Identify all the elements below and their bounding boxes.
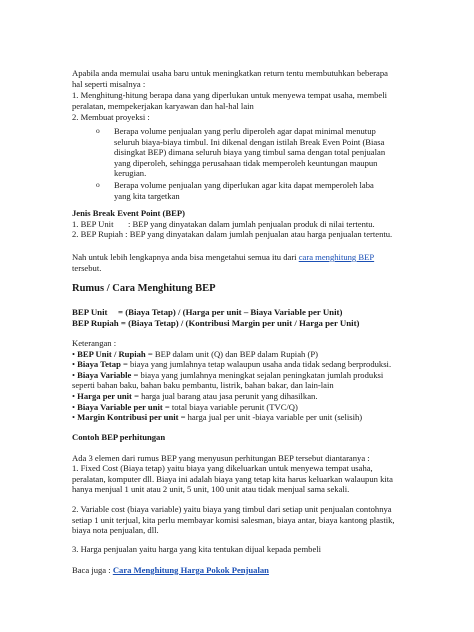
keterangan-term: Biaya Variable per unit xyxy=(77,401,163,412)
keterangan-item: • Harga per unit = harga jual barang atau jasa perunit yang dihasilkan. xyxy=(72,390,318,401)
bep-unit-formula xyxy=(72,307,452,318)
keterangan-term: Biaya Tetap xyxy=(77,359,121,370)
contoh-variable-cost xyxy=(72,504,452,536)
keterangan-def: = BEP dalam unit (Q) dan BEP dalam Rupiah (P) xyxy=(145,348,318,359)
keterangan-term: Margin Kontribusi per unit xyxy=(77,412,179,423)
sub-bullet-2-line: yang kita targetkan xyxy=(114,190,180,201)
baca-juga-prefix: Baca juga : xyxy=(72,565,113,575)
intro-line-1: Apabila anda memulai usaha baru untuk meningkatkan return tentu membutuhkan beberapa xyxy=(72,68,388,78)
baca-juga xyxy=(72,565,452,576)
sub-bullet-1-line: disingkat BEP) dimana seluruh biaya yang timbul sama dengan total penjualan xyxy=(114,147,386,158)
rumus-formulas xyxy=(72,307,452,329)
contoh-heading: Contoh BEP perhitungan xyxy=(72,432,166,442)
keterangan-item: • Biaya Variable per unit = total biaya variable perunit (TVC/Q) xyxy=(72,401,298,412)
keterangan-item: • Biaya Variable = biaya yang jumlahnya meningkat sejalan peningkatan jumlah produksi xyxy=(72,369,384,380)
jenis-item-rupiah xyxy=(72,229,452,240)
bullet-marker: o xyxy=(96,126,100,135)
intro-paragraph xyxy=(72,68,452,89)
list-item-1 xyxy=(72,90,452,111)
sub-bullet-1-line: Berapa volume penjualan yang perlu diperoleh agar dapat minimal menutup xyxy=(114,126,376,136)
cara-menghitung-bep-link[interactable]: cara menghitung BEP xyxy=(298,252,375,262)
bep-unit-expression: = (Biaya Tetap) / (Harga per unit – Biaya Variable per Unit) xyxy=(118,307,343,317)
jenis-rupiah-label: 2. BEP Rupiah xyxy=(72,229,124,240)
keterangan-item: • Margin Kontribusi per unit = harga jual per unit -biaya variable per unit (selisih) xyxy=(72,412,363,423)
contoh-harga-penjualan: 3. Harga penjualan yaitu harga yang kita tentukan dijual kepada pembeli xyxy=(72,544,322,554)
jenis-unit-label: 1. BEP Unit xyxy=(72,218,114,229)
variable-cost-line: setiap 1 unit terjual, kita perlu membayar komisi salesman, biaya antar, biaya kantong plastik, xyxy=(72,514,395,525)
bullet-marker: o xyxy=(96,180,100,189)
keterangan-heading: Keterangan : xyxy=(72,338,117,348)
link-paragraph-after: tersebut. xyxy=(72,262,102,273)
jenis-section xyxy=(72,208,452,240)
variable-cost-line: biaya nota penjualan, dll. xyxy=(72,525,159,536)
bep-rupiah-formula: BEP Rupiah = (Biaya Tetap) / (Kontribusi Margin per unit / Harga per Unit) xyxy=(72,318,360,328)
list-item-1-line-2: peralatan, mempekerjakan karyawan dan hal-hal lain xyxy=(72,100,254,111)
fixed-cost-line: hanya menjual 1 unit atau 2 unit, 5 unit, 100 unit atau tidak menjual sama sekali. xyxy=(72,484,350,495)
keterangan-section xyxy=(72,338,452,423)
keterangan-item: • BEP Unit / Rupiah = BEP dalam unit (Q) dan BEP dalam Rupiah (P) xyxy=(72,348,318,359)
link-paragraph-before: Nah untuk lebih lengkapnya anda bisa mengetahui semua itu dari xyxy=(72,252,299,262)
sub-bullet-1-line: seluruh biaya-biaya timbul. Ini dikenal dengan istilah Break Even Point (Biasa xyxy=(114,136,385,147)
keterangan-term: Biaya Variable xyxy=(77,369,132,380)
intro-line-2: hal seperti misalnya : xyxy=(72,78,146,89)
keterangan-term: Harga per unit xyxy=(77,390,132,401)
jenis-unit-text: : BEP yang dinyatakan dalam jumlah penjualan produk di nilai tertentu. xyxy=(128,218,375,229)
contoh-fixed-cost xyxy=(72,463,452,495)
keterangan-def: = harga jual per unit -biaya variable per unit (selisih) xyxy=(178,412,363,423)
link-paragraph-line xyxy=(72,252,452,263)
jenis-rupiah-text: : BEP yang dinyatakan dalam jumlah penjualan atau harga penjualan tertentu. xyxy=(125,229,393,240)
keterangan-continuation: seperti bahan baku, bahan baku pembantu, listrik, bahan bakar, dan lain-lain xyxy=(72,380,334,391)
fixed-cost-line: peralatan, komputer dll. Biaya ini adalah biaya yang tetap kita harus keluarkan walaupun kita xyxy=(72,473,393,484)
keterangan-def: = biaya yang jumlahnya meningkat sejalan peningkatan jumlah produksi xyxy=(131,369,384,380)
sub-bullet-1-line: yang diperoleh, sehingga perusahaan tidak memperoleh keuntungan maupun xyxy=(114,157,378,168)
sub-bullet-2 xyxy=(96,180,452,201)
link-paragraph xyxy=(72,252,452,273)
variable-cost-line: 2. Variable cost (biaya variable) yaitu biaya yang timbul dari setiap unit penjualan contohnya xyxy=(72,504,392,514)
keterangan-def: = biaya yang jumlahnya tetap walaupun usaha anda tidak sedang berproduksi. xyxy=(120,359,392,370)
harga-pokok-penjualan-link[interactable]: Cara Menghitung Harga Pokok Penjualan xyxy=(112,565,269,575)
bep-unit-label: BEP Unit xyxy=(72,307,108,317)
list-item-2 xyxy=(72,112,452,123)
list-item-2-text: 2. Membuat proyeksi : xyxy=(72,112,150,122)
keterangan-term: BEP Unit / Rupiah xyxy=(77,348,146,359)
list-item-1-line-1: 1. Menghitung-hitung berapa dana yang diperlukan untuk menyewa tempat usaha, membeli xyxy=(72,90,388,100)
contoh-intro: Ada 3 elemen dari rumus BEP yang menyusun perhitungan BEP tersebut diantaranya : xyxy=(72,453,370,463)
jenis-item-unit xyxy=(72,219,452,230)
keterangan-item: • Biaya Tetap = biaya yang jumlahnya tetap walaupun usaha anda tidak sedang berproduksi. xyxy=(72,359,392,370)
jenis-heading: Jenis Break Event Point (BEP) xyxy=(72,208,185,218)
sub-bullet-2-line: Berapa volume penjualan yang diperlukan agar kita dapat memperoleh laba xyxy=(114,180,374,190)
keterangan-def: = harga jual barang atau jasa perunit yang dihasilkan. xyxy=(131,390,318,401)
sub-bullet-1-line: kerugian. xyxy=(114,168,147,179)
rumus-heading: Rumus / Cara Menghitung BEP xyxy=(72,283,216,294)
sub-bullet-1 xyxy=(96,126,452,179)
keterangan-def: = total biaya variable perunit (TVC/Q) xyxy=(162,401,298,412)
fixed-cost-line: 1. Fixed Cost (Biaya tetap) yaitu biaya yang dikeluarkan untuk menyewa tempat usaha, xyxy=(72,463,373,473)
